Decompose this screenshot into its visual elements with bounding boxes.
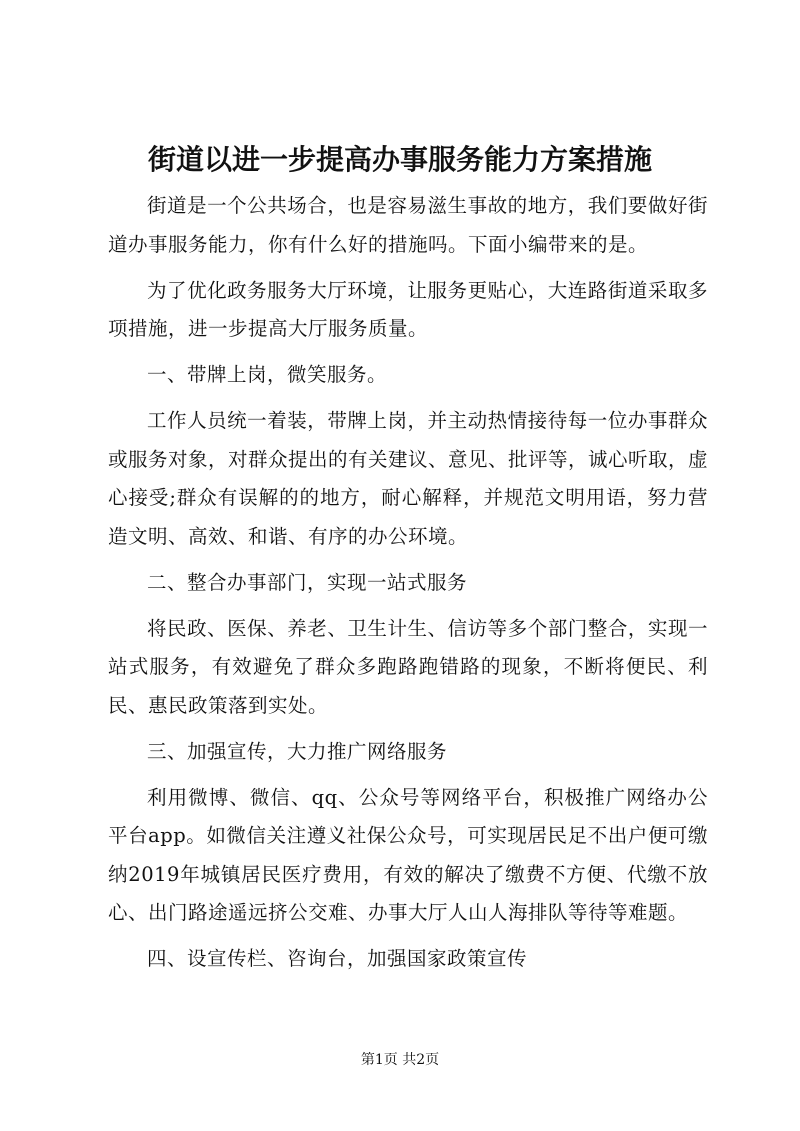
section-heading: 四、设宣传栏、咨询台，加强国家政策宣传	[147, 947, 528, 970]
paragraph: 利用微博、微信、qq、公众号等网络平台，积极推广网络办公平台app。如微信关注遵义社保公众号，可实现居民足不出户便可缴纳2019年城镇居民医疗费用，有效的解决了缴费不方便、代缴不放心、出门路途遥远挤公交难、办事大厅人山人海排队等待等难题。	[108, 785, 708, 924]
section-heading: 二、整合办事部门，实现一站式服务	[147, 570, 468, 594]
paragraph: 将民政、医保、养老、卫生计生、信访等多个部门整合，实现一站式服务，有效避免了群众多跑路跑错路的现象，不断将便民、利民、惠民政策落到实处。	[108, 616, 708, 717]
section-heading: 三、加强宣传，大力推广网络服务	[147, 739, 448, 763]
paragraph: 街道是一个公共场合，也是容易滋生事故的地方，我们要做好街道办事服务能力，你有什么好的措施吗。下面小编带来的是。	[108, 194, 708, 256]
paragraph: 为了优化政务服务大厅环境，让服务更贴心，大连路街道采取多项措施，进一步提高大厅服务质量。	[108, 278, 708, 340]
document-title: 街道以进一步提高办事服务能力方案措施	[147, 143, 652, 176]
page-number-footer: 第1页 共2页	[360, 1052, 440, 1068]
section-heading: 一、带牌上岗，微笑服务。	[147, 363, 388, 386]
document-body	[108, 187, 708, 979]
paragraph: 工作人员统一着装，带牌上岗，并主动热情接待每一位办事群众或服务对象，对群众提出的有关建议、意见、批评等，诚心听取，虚心接受;群众有误解的的地方，耐心解释，并规范文明用语，努力营造文明、高效、和谐、有序的办公环境。	[108, 409, 709, 548]
